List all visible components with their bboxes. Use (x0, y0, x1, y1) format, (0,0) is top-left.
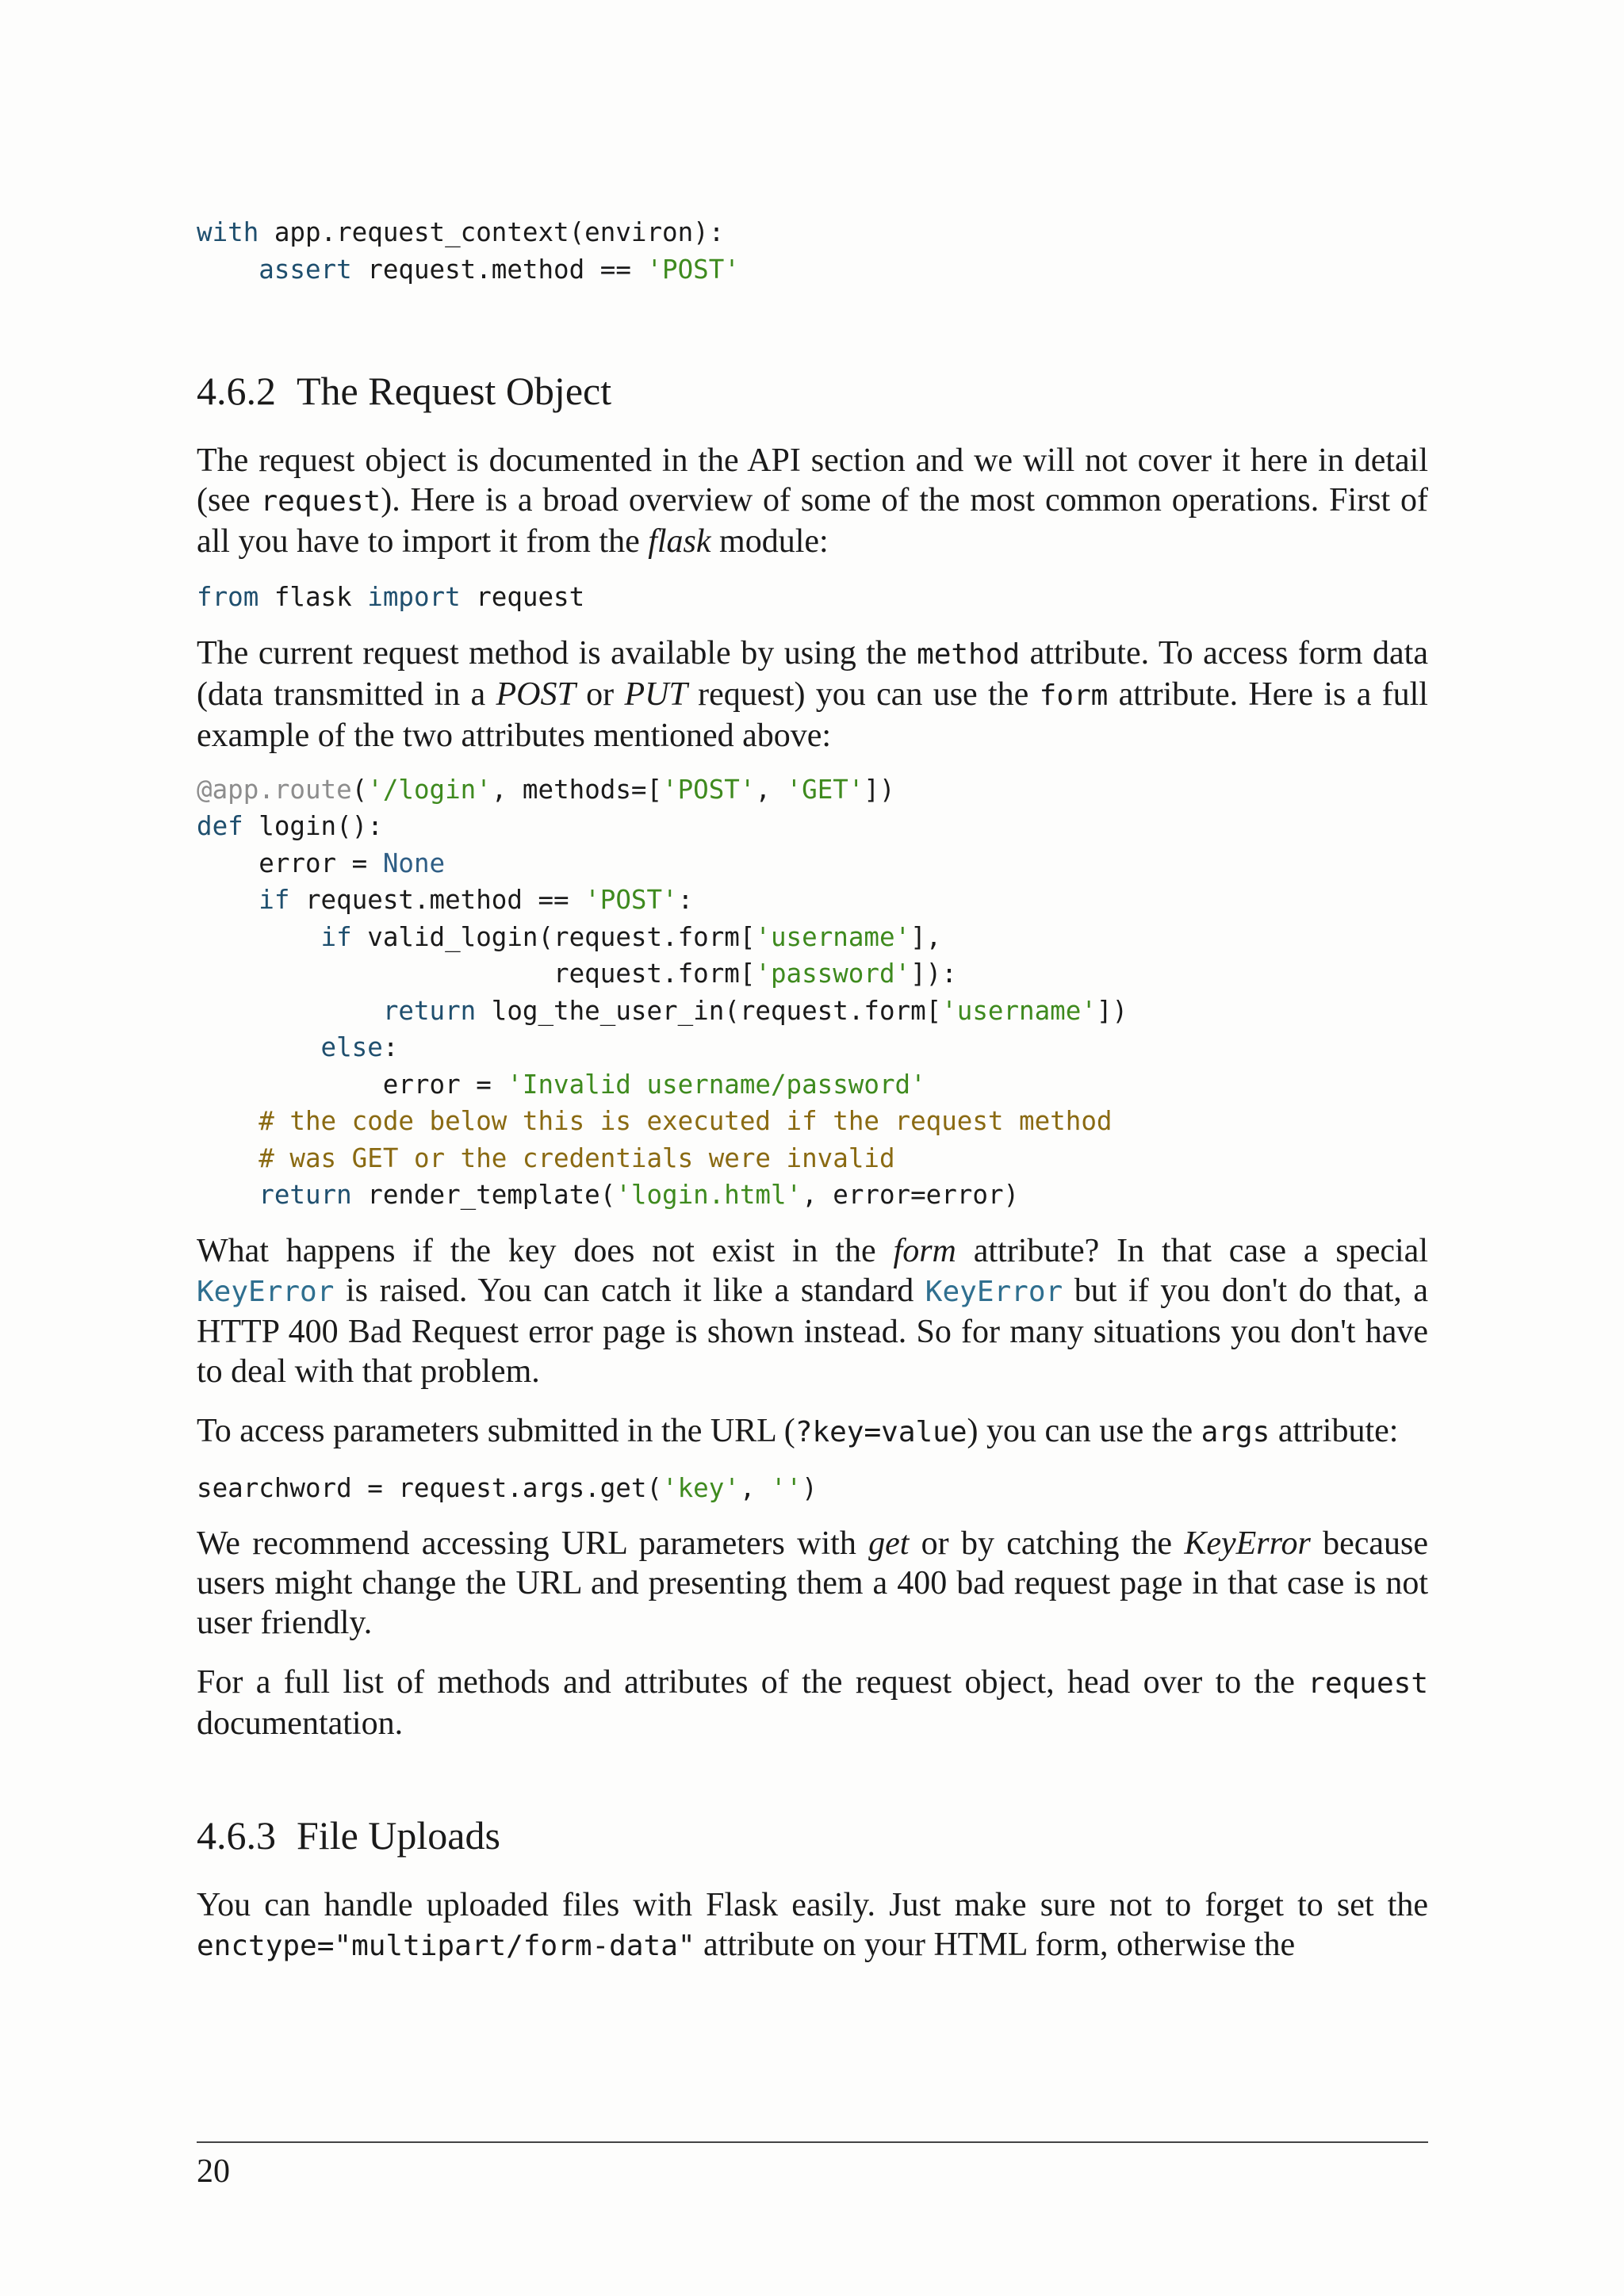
code-token: with (197, 217, 259, 247)
emphasis-text: get (868, 1525, 910, 1562)
text-run: ). Here is a broad overview of some of the most common operations. First of all you have to import it from the (197, 482, 1428, 560)
code-token: 'username' (941, 995, 1097, 1026)
emphasis-text: POST (496, 675, 576, 713)
emphasis-text: flask (648, 523, 711, 560)
text-run: For a full list of methods and attributes of the request object, head over to the (197, 1664, 1308, 1701)
paragraph-url-args (197, 1411, 1428, 1452)
text-run: attribute. To access form data (data transmitted in a (197, 634, 1428, 713)
code-token: flask (259, 582, 368, 612)
code-line (197, 579, 1428, 616)
text-run: The current request method is available by using the (197, 634, 917, 672)
code-token: else (320, 1032, 383, 1062)
code-token: 'password' (755, 959, 911, 989)
page-number: 20 (197, 2153, 230, 2190)
code-line (197, 808, 1428, 845)
inline-code: request (260, 485, 381, 518)
text-run: module: (710, 523, 829, 560)
text-run: attribute? In that case a special (956, 1232, 1428, 1269)
text-run: You can handle uploaded files with Flask easily. Just make sure not to forget to set the (197, 1887, 1428, 1923)
keyerror-reference: KeyError (197, 1275, 335, 1308)
inline-code: request (1308, 1667, 1428, 1700)
paragraph-method-form (197, 633, 1428, 756)
paragraph-full-list (197, 1663, 1428, 1743)
emphasis-text: form (893, 1232, 956, 1269)
code-token: ) (802, 1472, 818, 1503)
code-token (197, 1180, 259, 1210)
emphasis-text: PUT (624, 675, 688, 713)
code-token: ( (351, 774, 368, 805)
keyerror-reference: KeyError (925, 1275, 1063, 1308)
text-run: What happens if the key does not exist in the (197, 1232, 894, 1269)
emphasis-text: KeyError (1184, 1525, 1311, 1562)
code-line (197, 845, 1428, 882)
code-token: ]) (1096, 995, 1128, 1026)
code-block-request-context (197, 214, 1428, 288)
text-run: To access parameters submitted in the URL ( (197, 1412, 795, 1449)
code-token: 'key' (662, 1472, 740, 1503)
code-token: 'login.html' (615, 1180, 802, 1210)
code-token: : (677, 885, 694, 915)
code-token (197, 1032, 321, 1062)
text-run: is raised. You can catch it like a standard (334, 1272, 925, 1309)
code-token: # was GET or the credentials were invalid (259, 1142, 895, 1173)
code-line (197, 1029, 1428, 1066)
code-token (197, 1106, 259, 1136)
code-token: 'Invalid username/password' (507, 1069, 926, 1100)
section-number: 4.6.3 (197, 1813, 276, 1858)
text-run: attribute on your HTML form, otherwise the (695, 1927, 1296, 1963)
code-token: ]): (910, 959, 957, 989)
section-title: The Request Object (297, 369, 612, 413)
text-run: or by catching the (909, 1525, 1185, 1562)
code-line (197, 214, 1428, 251)
code-token: return (259, 1180, 352, 1210)
code-token: @app.route (197, 774, 352, 805)
code-token: 'POST' (646, 254, 740, 285)
text-run: because users might change the URL and presenting them a 400 bad request page in that case is not user friendly. (197, 1525, 1428, 1641)
code-line (197, 993, 1428, 1030)
paragraph-request-intro (197, 441, 1428, 561)
paragraph-recommend-get (197, 1524, 1428, 1643)
code-token (197, 1143, 259, 1173)
text-run: or (575, 675, 625, 713)
code-line (197, 251, 1428, 289)
code-token: : (382, 1032, 399, 1062)
page-content (197, 214, 1428, 1966)
inline-code: ?key=value (795, 1415, 967, 1448)
text-run: attribute. Here is a full example of the two attributes mentioned above: (197, 675, 1428, 754)
code-line (197, 771, 1428, 809)
code-block-import (197, 579, 1428, 616)
inline-code: args (1201, 1415, 1270, 1448)
code-token: ], (910, 921, 942, 952)
section-title: File Uploads (297, 1813, 500, 1858)
text-run: request) you can use the (687, 675, 1040, 713)
code-token: 'username' (755, 921, 911, 952)
inline-code: form (1039, 679, 1109, 712)
code-token: render_template( (351, 1180, 616, 1210)
code-token: request.method == (289, 885, 585, 915)
code-line (197, 1103, 1428, 1140)
code-token: return (382, 995, 477, 1026)
code-token: assert (259, 254, 352, 285)
text-run: but if you don't do that, a HTTP 400 Bad Request error page is shown instead. So for many situations you don't have to deal with that problem. (197, 1272, 1429, 1390)
code-token: def (197, 811, 243, 841)
code-token: '/login' (367, 774, 492, 805)
code-token: '' (770, 1472, 802, 1503)
text-run: ) you can use the (967, 1412, 1201, 1449)
code-token: , error=error) (802, 1180, 1020, 1210)
code-line (197, 1177, 1428, 1214)
code-token: None (382, 848, 446, 878)
code-token: if (320, 921, 352, 952)
code-token: error = (197, 848, 383, 878)
code-token: app.request_context(environ): (259, 217, 725, 247)
code-token: login(): (243, 811, 383, 841)
section-number: 4.6.2 (197, 369, 276, 413)
code-line (197, 1066, 1428, 1104)
text-run: The request object is documented in the API section and we will not cover it here in detail (see (197, 442, 1428, 519)
code-token (197, 922, 321, 952)
code-token: from (197, 582, 259, 612)
code-token: , methods=[ (491, 774, 663, 805)
code-line (197, 882, 1428, 919)
code-line (197, 1140, 1428, 1177)
inline-code: enctype="multipart/form-data" (197, 1930, 695, 1962)
section-heading-4-6-2 (197, 367, 1428, 415)
code-token: request.method == (351, 254, 647, 285)
code-token: valid_login(request.form[ (351, 921, 756, 952)
footer-rule (197, 2141, 1428, 2143)
code-token: , (755, 774, 787, 805)
inline-code: method (917, 637, 1021, 671)
code-token (197, 254, 259, 285)
code-block-args (197, 1470, 1428, 1507)
section-heading-4-6-3 (197, 1812, 1428, 1859)
code-line (197, 1470, 1428, 1507)
code-token (197, 996, 383, 1026)
text-run: attribute: (1270, 1412, 1399, 1449)
text-run: documentation. (197, 1705, 404, 1742)
text-run: We recommend accessing URL parameters with (197, 1525, 869, 1562)
code-line (197, 955, 1428, 993)
code-token: request.form[ (197, 959, 756, 989)
code-token: 'POST' (584, 885, 678, 915)
code-token: searchword = request.args.get( (197, 1472, 662, 1503)
code-token: log_the_user_in(request.form[ (476, 995, 942, 1026)
paragraph-keyerror (197, 1231, 1428, 1391)
code-token: request (460, 582, 585, 612)
code-token: import (367, 582, 461, 612)
code-token: error = (197, 1069, 508, 1100)
code-token: , (739, 1472, 771, 1503)
code-line (197, 919, 1428, 956)
code-block-login (197, 771, 1428, 1214)
code-token (197, 885, 259, 915)
code-token: # the code below this is executed if the request method (259, 1106, 1113, 1136)
paragraph-file-uploads (197, 1885, 1428, 1966)
code-token: ]) (864, 774, 895, 805)
code-token: 'POST' (662, 774, 756, 805)
code-token: if (259, 885, 290, 915)
code-token: 'GET' (786, 774, 864, 805)
